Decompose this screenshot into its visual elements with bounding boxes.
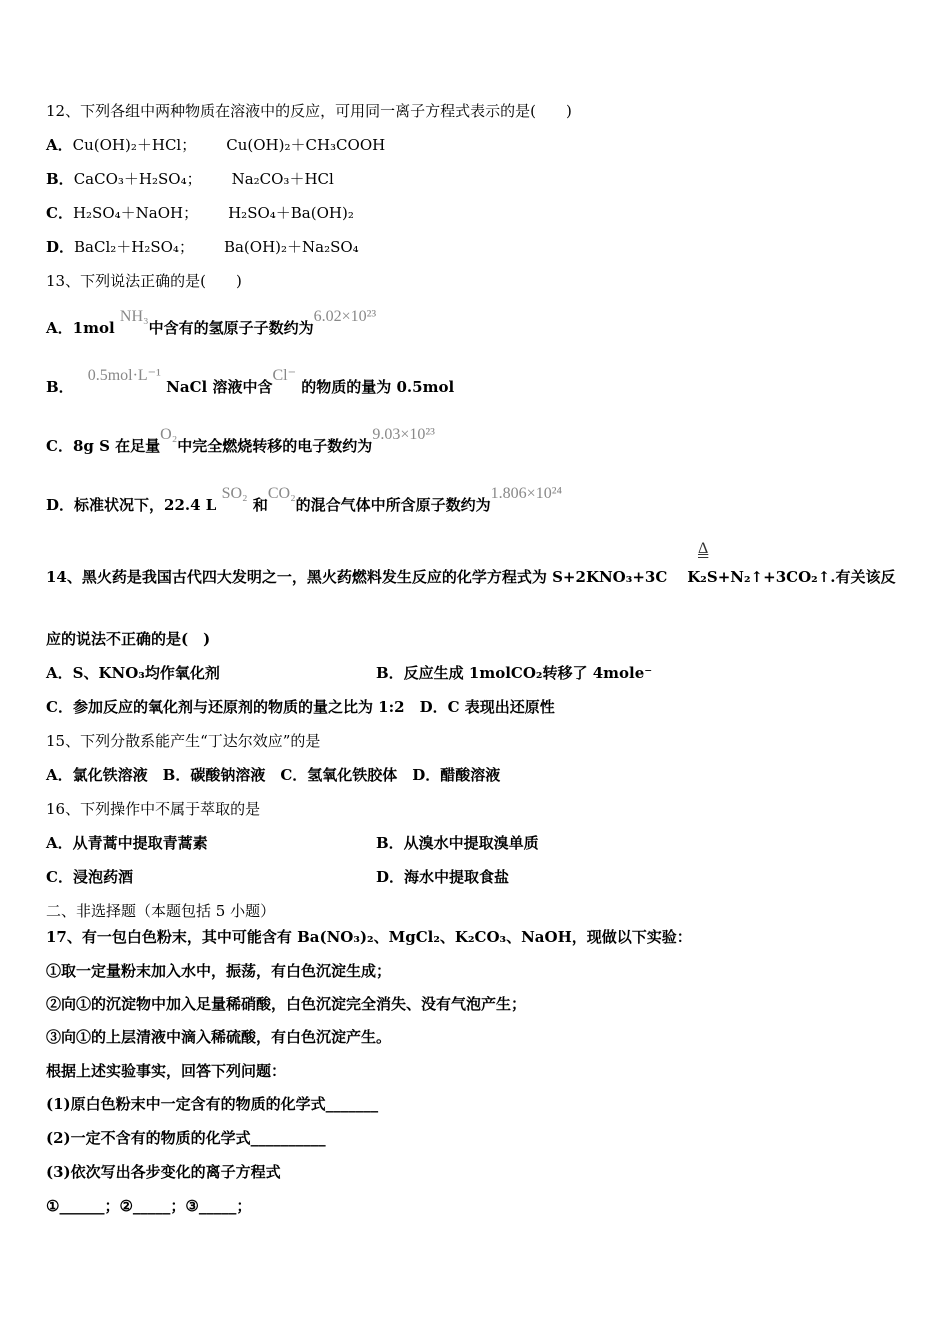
heating-symbol: Δ [698,540,709,557]
q17-step2: ②向①的沉淀物中加入足量稀硝酸，白色沉淀完全消失、没有气泡产生； [46,995,527,1013]
q13-stem: 13、下列说法正确的是( ) [46,272,242,290]
q12-option-b: B．CaCO₃＋H₂SO₄； Na₂CO₃＋HCl [46,170,334,188]
q14-options-cd: C．参加反应的氧化剂与还原剂的物质的量之比为 1:2 D．C 表现出还原性 [46,698,555,716]
q17-stem: 17、有一包白色粉末，其中可能含有 Ba(NO₃)₂、MgCl₂、K₂CO₃、NaOH，现做以下实验： [46,928,692,946]
q15-stem: 15、下列分散系能产生“丁达尔效应”的是 [46,732,321,750]
q17-step1: ①取一定量粉末加入水中，振荡，有白色沉淀生成； [46,962,392,980]
q17-part3: (3)依次写出各步变化的离子方程式 [46,1163,281,1181]
q12-stem: 12、下列各组中两种物质在溶液中的反应，可用同一离子方程式表示的是( ) [46,102,572,120]
q13-option-d: D．标准状况下，22.4 L SO₂ 和CO₂的混合气体中所含原子数约为1.806×10²⁴ [46,485,563,514]
q16-options-cd: C．浸泡药酒 D．海水中提取食盐 [46,868,510,886]
q12-option-d: D．BaCl₂＋H₂SO₄； Ba(OH)₂＋Na₂SO₄ [46,238,359,256]
q16-stem: 16、下列操作中不属于萃取的是 [46,800,261,818]
q13-option-b: B．0.5mol·L⁻¹ NaCl 溶液中含Cl⁻ 的物质的量为 0.5mol [46,367,455,396]
q16-options-ab: A．从青蒿中提取青蒿素 B．从溴水中提取溴单质 [46,834,539,852]
q17-part2: (2)一定不含有的物质的化学式__________ [46,1129,326,1147]
q14-stem-line2: 应的说法不正确的是( ) [46,630,211,648]
q14-options-ab: A．S、KNO₃均作氧化剂 B．反应生成 1molCO₂转移了 4mole⁻ [46,664,653,682]
q15-options: A．氯化铁溶液 B．碳酸钠溶液 C．氢氧化铁胶体 D．醋酸溶液 [46,766,501,784]
q17-part3-blanks: ①______；②_____；③_____； [46,1197,252,1215]
q17-intro: 根据上述实验事实，回答下列问题： [46,1062,287,1080]
q17-step3: ③向①的上层清液中滴入稀硫酸，有白色沉淀产生。 [46,1028,392,1046]
q13-option-c: C．8g S 在足量O₂中完全燃烧转移的电子数约为9.03×10²³ [46,426,435,455]
q14-stem-line1: 14、黑火药是我国古代四大发明之一，黑火药燃料发生反应的化学方程式为 S+2KNO₃+3C K₂S+N₂↑+3CO₂↑.有关该反 [46,568,896,586]
q12-option-c: C．H₂SO₄＋NaOH； H₂SO₄＋Ba(OH)₂ [46,204,354,222]
q17-part1: (1)原白色粉末中一定含有的物质的化学式_______ [46,1095,379,1113]
q13-option-a: A．1mol NH₃中含有的氢原子子数约为6.02×10²³ [46,308,377,337]
section-heading: 二、非选择题（本题包括 5 小题） [46,902,276,920]
q12-option-a: A．Cu(OH)₂＋HCl； Cu(OH)₂＋CH₃COOH [46,136,386,154]
